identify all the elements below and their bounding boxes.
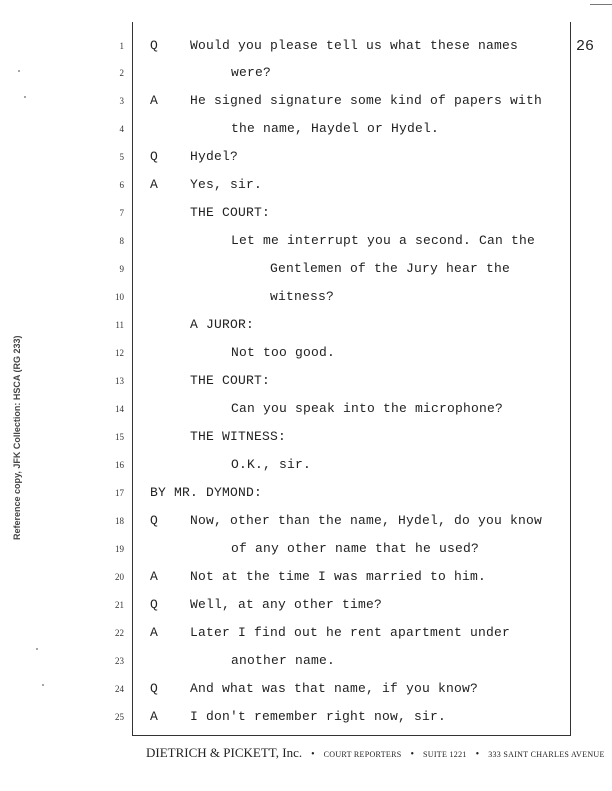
transcript-line-text: And what was that name, if you know? — [190, 681, 479, 696]
line-number: 21 — [115, 600, 124, 610]
firm-name: DIETRICH & PICKETT, Inc. — [146, 745, 303, 760]
separator-dot: • — [311, 749, 315, 760]
top-edge-mark — [590, 4, 612, 5]
line-number: 23 — [115, 656, 124, 666]
line-number: 20 — [115, 572, 124, 582]
transcript-line-text: Gentlemen of the Jury hear the — [270, 261, 511, 276]
speaker-label: Q — [150, 38, 158, 53]
speaker-label: Q — [150, 149, 158, 164]
speaker-label: Q — [150, 513, 158, 528]
scan-speck — [36, 648, 38, 650]
transcript-line-text: Would you please tell us what these names — [190, 38, 519, 53]
page-footer — [146, 744, 605, 762]
line-number: 4 — [119, 124, 124, 134]
line-number: 19 — [115, 544, 124, 554]
transcript-line-text: of any other name that he used? — [231, 541, 480, 556]
transcript-line-text: A JUROR: — [190, 317, 255, 332]
line-number: 8 — [119, 236, 124, 246]
line-number: 24 — [115, 684, 124, 694]
speaker-label: Q — [150, 681, 158, 696]
line-number: 22 — [115, 628, 124, 638]
suite-label: SUITE 1221 — [423, 750, 467, 759]
line-number: 1 — [119, 41, 124, 51]
speaker-label: A — [150, 709, 158, 724]
line-number: 25 — [115, 712, 124, 722]
transcript-line-text: witness? — [270, 289, 335, 304]
line-number: 9 — [119, 264, 124, 274]
speaker-label: Q — [150, 597, 158, 612]
line-number: 12 — [115, 348, 124, 358]
transcript-line-text: Hydel? — [190, 149, 239, 164]
line-number: 7 — [119, 208, 124, 218]
transcript-line-text: O.K., sir. — [231, 457, 312, 472]
transcript-line-text: THE WITNESS: — [190, 429, 287, 444]
transcript-line-text: THE COURT: — [190, 373, 271, 388]
speaker-label: A — [150, 93, 158, 108]
line-number: 15 — [115, 432, 124, 442]
speaker-label: A — [150, 625, 158, 640]
court-reporters-label: COURT REPORTERS — [323, 750, 402, 759]
page-number: 26 — [576, 38, 595, 55]
transcript-line-text: Let me interrupt you a second. Can the — [231, 233, 536, 248]
speaker-label: A — [150, 569, 158, 584]
separator-dot: • — [475, 749, 480, 760]
line-number: 2 — [119, 68, 124, 78]
transcript-line-text: were? — [231, 65, 272, 80]
line-number: 16 — [115, 460, 124, 470]
transcript-line-text: Not at the time I was married to him. — [190, 569, 487, 584]
transcript-line-text: I don't remember right now, sir. — [190, 709, 447, 724]
line-number: 3 — [119, 96, 124, 106]
separator-dot: • — [410, 749, 414, 760]
transcript-line-text: Can you speak into the microphone? — [231, 401, 504, 416]
line-number: 14 — [115, 404, 124, 414]
line-number: 6 — [119, 180, 124, 190]
transcript-line-text: Yes, sir. — [190, 177, 263, 192]
scan-speck — [18, 70, 20, 72]
line-number: 18 — [115, 516, 124, 526]
address-label: 333 SAINT CHARLES AVENUE — [488, 750, 605, 759]
transcript-line-text: another name. — [231, 653, 336, 668]
scan-speck — [24, 96, 26, 98]
line-number: 17 — [115, 488, 124, 498]
line-number: 13 — [115, 376, 124, 386]
transcript-line-text: THE COURT: — [190, 205, 271, 220]
transcript-line-text: He signed signature some kind of papers with — [190, 93, 543, 108]
archive-side-note: Reference copy, JFK Collection: HSCA (RG 233) — [12, 335, 22, 540]
line-number: 5 — [119, 152, 124, 162]
speaker-label: A — [150, 177, 158, 192]
line-number: 10 — [115, 292, 124, 302]
scan-speck — [42, 684, 44, 686]
transcript-line-text: the name, Haydel or Hydel. — [231, 121, 440, 136]
line-number: 11 — [115, 320, 124, 330]
transcript-line-text: Later I find out he rent apartment under — [190, 625, 511, 640]
transcript-line-text: Well, at any other time? — [190, 597, 383, 612]
transcript-line-text: Now, other than the name, Hydel, do you know — [190, 513, 543, 528]
transcript-line-text: BY MR. DYMOND: — [150, 485, 263, 500]
transcript-line-text: Not too good. — [231, 345, 336, 360]
